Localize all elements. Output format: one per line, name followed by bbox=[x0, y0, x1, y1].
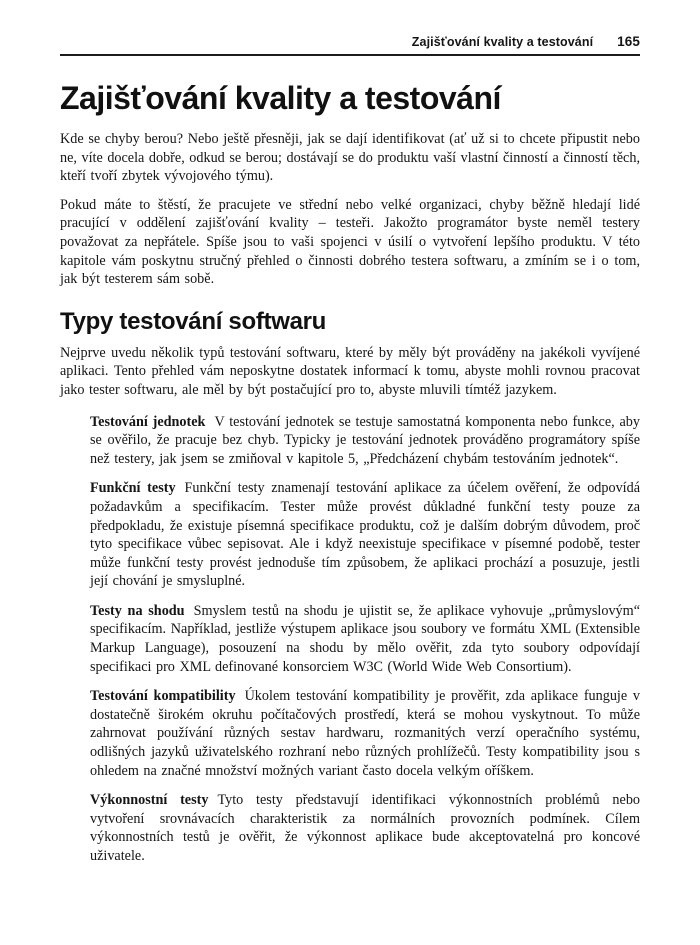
page-header bbox=[60, 34, 640, 56]
definition-term: Testy na shodu bbox=[90, 602, 185, 619]
section-heading: Typy testování softwaru bbox=[60, 307, 327, 335]
definition-term: Funkční testy bbox=[90, 480, 176, 497]
definition-item-performance-tests bbox=[90, 791, 640, 865]
definition-text: V testování jednotek se testuje samostatná komponenta nebo funkce, aby se ověřilo, že pracuje bez chyb. Typicky je testování jednotek prováděno programátory spíše než testery, jak jsem se zmiňoval v kapitole 5, „Předcházení chybám testováním jednotek“. bbox=[90, 413, 640, 467]
running-head bbox=[60, 34, 640, 54]
definition-text: Funkční testy znamenají testování aplikace za účelem ověření, že odpovídá požadavkům a specifikacím. Tester může provést důkladné funkční testy pouze za předpokladu, že existuje písemná specifikace produktu, což je dalším dobrým důvodem, proč tyto specifikace vůbec sepisovat. Ale i když neexistuje specifikace v písemné podobě, tester může funkční testy provést jednoduše tím způsobem, že aplikaci prochází a posuzuje, jestli její chování je smysluplné. bbox=[90, 480, 641, 590]
running-title: Zajišťování kvality a testování bbox=[411, 35, 594, 49]
definition-term: Testování jednotek bbox=[90, 413, 206, 430]
definition-list bbox=[90, 413, 640, 866]
page-number: 165 bbox=[617, 34, 640, 49]
section-paragraph: Nejprve uvedu několik typů testování softwaru, které by měly být prováděny na jakékoli vyvíjené aplikaci. Tento přehled vám neposkytne dostatek informací k tomu, abyste mohli rovnou pracovat jako tester softwaru, ale měl by být postačující pro to, abyste mluvili tímtéž jazykem. bbox=[60, 344, 640, 398]
definition-text: Smyslem testů na shodu je ujistit se, že aplikace vyhovuje „průmyslovým“ specifikacím. Například, jestliže výstupem aplikace jsou soubory ve formátu XML (Extensible Markup Language), posouzení na shodu by mělo ověřit, zda tyto soubory odpovídají specifikaci pro XML definované konsorciem W3C (World Wide Web Consortium). bbox=[90, 602, 640, 675]
definition-item-compatibility-testing bbox=[90, 687, 640, 780]
header-rule bbox=[60, 54, 640, 56]
intro-paragraph-1: Kde se chyby berou? Nebo ještě přesněji, jak se dají identifikovat (ať už si to chcete připustit nebo ne, víte docela dobře, odkud se berou; dostávají se do produktu vaší vlastní činností a činností těch, kteří tvoří zbytek vývojového týmu). bbox=[60, 131, 640, 185]
definition-item-unit-testing bbox=[90, 413, 640, 469]
intro-paragraph-2: Pokud máte to štěstí, že pracujete ve střední nebo velké organizaci, chyby běžně hledají lidé pracující v oddělení zajišťování kvality – testeři. Jakožto programátor byste neměl testery považovat za nepřátele. Spíše jsou to vaši spojenci v úsilí o vytvoření lepšího produktu. V této kapitole vám poskytnu stručný přehled o činnosti dobrého testera softwaru, a zmíním se i o tom, jak být testerem sám sobě. bbox=[60, 196, 640, 288]
definition-text: Tyto testy představují identifikaci výkonnostních problémů nebo vytvoření srovnávacích charakteristik za normálních provozních podmínek. Cílem výkonnostních testů je ověřit, že výkonnost aplikace bude akceptovatelná pro koncové uživatele. bbox=[90, 792, 641, 864]
chapter-title: Zajišťování kvality a testování bbox=[60, 80, 501, 116]
definition-term: Výkonnostní testy bbox=[90, 792, 209, 809]
definition-term: Testování kompatibility bbox=[90, 688, 236, 705]
definition-text: Úkolem testování kompatibility je prověřit, zda aplikace funguje v dostatečně širokém okruhu počítačových prostředí, která se mohou vyskytnout. To může zahrnovat používání různých sestav hardwaru, rozmanitých verzí operačního systému, odlišných jazyků uživatelského rozhraní nebo různých prohlížečů. Testy kompatibility jsou s ohledem na značné množství možných variant často docela velkým oříškem. bbox=[90, 688, 640, 779]
definition-item-conformance-tests bbox=[90, 602, 640, 676]
definition-item-functional-tests bbox=[90, 479, 640, 591]
